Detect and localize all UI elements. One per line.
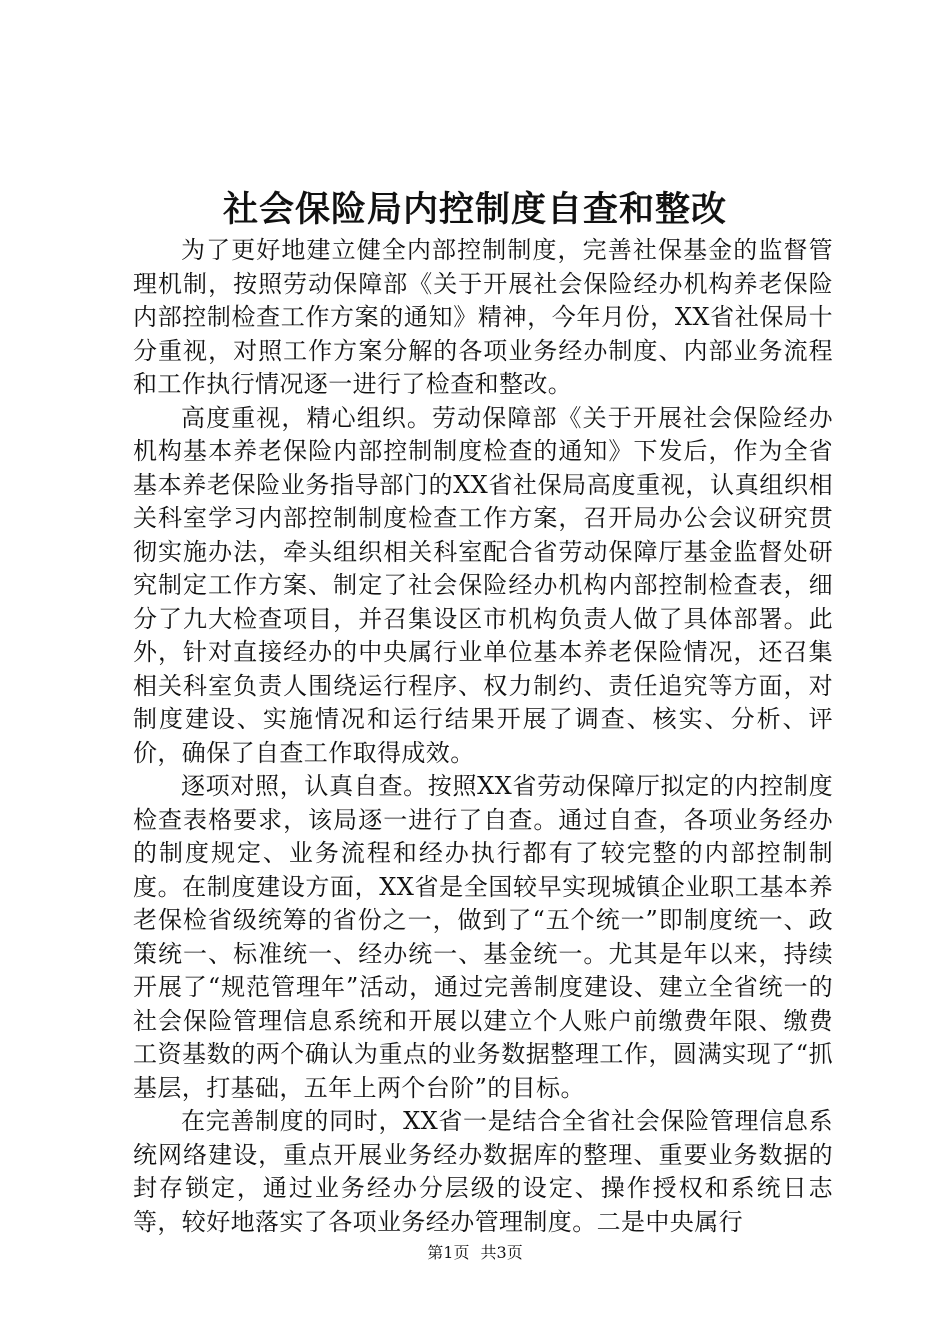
page-total: 共3页 <box>480 1243 523 1262</box>
paragraph-self-check: 逐项对照，认真自查。按照XX省劳动保障厅拟定的内控制度检查表格要求，该局逐一进行了自查。通过自查，各项业务经办的制度规定、业务流程和经办执行都有了较完整的内部控制制度。在制度建设方面，XX省是全国较早实现城镇企业职工基本养老保检省级统筹的省份之一，做到了“五个统一”即制度统一、政策统一、标准统一、经办统一、基金统一。尤其是年以来，持续开展了“规范管理年”活动，通过完善制度建设、建立全省统一的社会保险管理信息系统和开展以建立个人账户前缴费年限、缴费工资基数的两个确认为重点的业务数据整理工作，圆满实现了“抓基层，打基础，五年上两个台阶”的目标。 <box>133 772 833 1102</box>
page-footer <box>0 1242 950 1264</box>
paragraph-system-improvement: 在完善制度的同时，XX省一是结合全省社会保险管理信息系统网络建设，重点开展业务经办数据库的整理、重要业务数据的封存锁定，通过业务经办分层级的设定、操作授权和系统日志等，较好地落实了各项业务经办管理制度。二是中央属行 <box>133 1107 833 1236</box>
paragraph-organization: 高度重视，精心组织。劳动保障部《关于开展社会保险经办机构基本养老保险内部控制制度检查的通知》下发后，作为全省基本养老保险业务指导部门的XX省社保局高度重视，认真组织相关科室学习内部控制制度检查工作方案，召开局办公会议研究贯彻实施办法，牵头组织相关科室配合省劳动保障厅基金监督处研究制定工作方案、制定了社会保险经办机构内部控制检查表，细分了九大检查项目，并召集设区市机构负责人做了具体部署。此外，针对直接经办的中央属行业单位基本养老保险情况，还召集相关科室负责人围绕运行程序、权力制约、责任追究等方面，对制度建设、实施情况和运行结果开展了调查、核实、分析、评价，确保了自查工作取得成效。 <box>133 403 833 767</box>
document-body <box>133 234 833 1239</box>
page-number: 第1页 <box>427 1243 470 1262</box>
paragraph-intro: 为了更好地建立健全内部控制制度，完善社保基金的监督管理机制，按照劳动保障部《关于开展社会保险经办机构养老保险内部控制检查工作方案的通知》精神，今年月份，XX省社保局十分重视，对照工作方案分解的各项业务经办制度、内部业务流程和工作执行情况逐一进行了检查和整改。 <box>133 236 833 398</box>
document-title: 社会保险局内控制度自查和整改 <box>222 189 727 230</box>
